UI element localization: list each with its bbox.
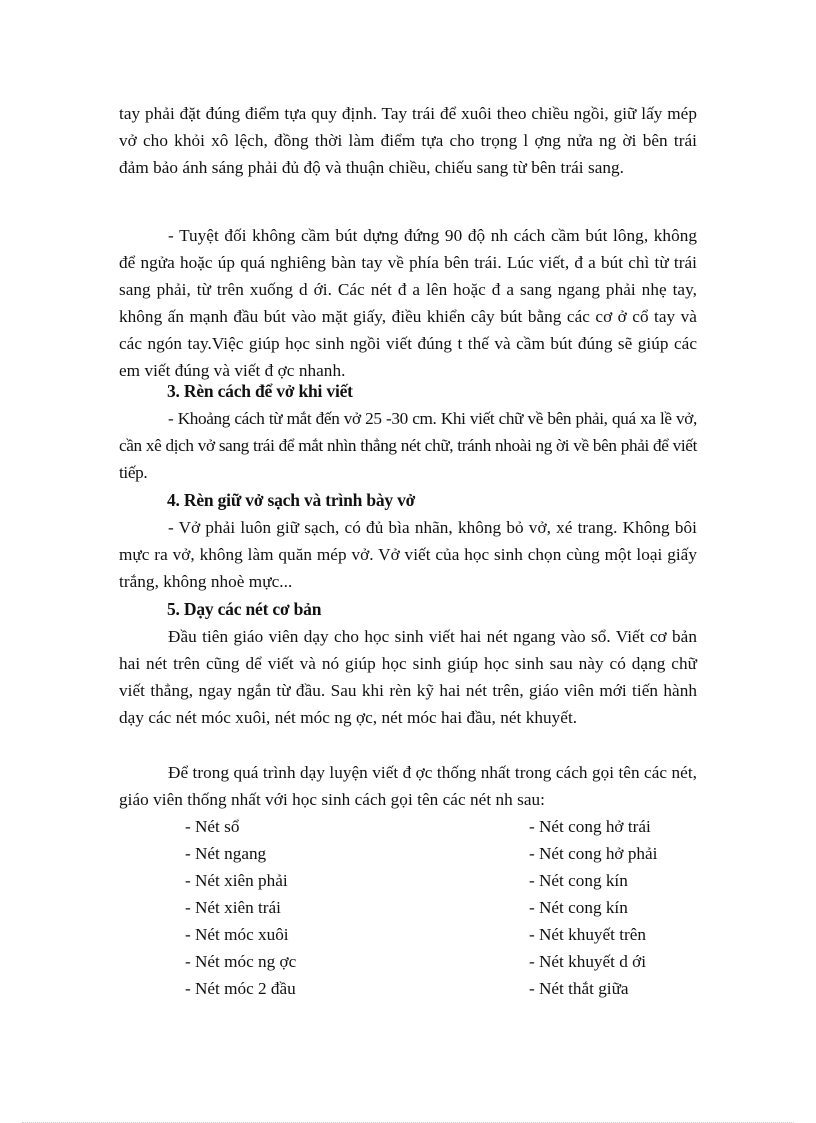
stroke-list-left	[185, 813, 296, 1002]
paragraph-teaching-strokes: Đầu tiên giáo viên dạy cho học sinh viết hai nét ngang vào sổ. Viết cơ bản hai nét trên cũng dể viết và nó giúp học sinh giúp học sinh sau này có dạng chữ viết thẳng, ngay ngắn từ đầu. Sau khi rèn kỹ hai nét trên, giáo viên mới tiến hành dạy các nét móc xuôi, nét móc ng ợc, nét móc hai đầu, nét khuyết.	[119, 627, 697, 727]
list-item: - Nét khuyết d ới	[529, 952, 646, 971]
list-item: - Nét cong hở phải	[529, 844, 658, 863]
list-item: - Nét cong hở trái	[529, 817, 651, 836]
list-item: - Nét thắt giữa	[529, 979, 629, 998]
paragraph-posture: tay phải đặt đúng điểm tựa quy định. Tay trái để xuôi theo chiều ngồi, giữ lấy mép vở cho khỏi xô lệch, đồng thời làm điểm tựa cho trọng l ợng nửa ng ời bên trái đảm bảo ánh sáng phải đủ độ và thuận chiều, chiếu sang từ bên trái sang.	[119, 104, 697, 177]
list-item: - Nét cong kín	[529, 871, 628, 890]
heading-clean-notebook: 4. Rèn giữ vở sạch và trình bày vở	[167, 490, 416, 510]
paragraph-pen-holding: - Tuyệt đối không cầm bút dựng đứng 90 độ nh cách cầm bút lông, không để ngửa hoặc úp quá nghiêng bàn tay về phía bên trái. Lúc viết, đ a bút chì từ trái sang phải, từ trên xuống d ới. Các nét đ a lên hoặc đ a sang ngang phải nhẹ tay, không ấn mạnh đầu bút vào mặt giấy, điều khiển cây bút bằng các cơ ở cổ tay và các ngón tay.Việc giúp học sinh ngồi viết đúng t thế và cầm bút đúng sẽ giúp các em viết đúng và viết đ ợc nhanh.	[119, 226, 697, 380]
paragraph-notebook-distance: - Khoảng cách từ mắt đến vở 25 -30 cm. Khi viết chữ về bên phải, quá xa lề vở, cần xê dịch vở sang trái để mắt nhìn thẳng nét chữ, tránh nhoài ng ời về bên phải để viết tiếp.	[119, 409, 697, 482]
list-item: - Nét ngang	[185, 844, 267, 863]
list-item: - Nét sổ	[185, 817, 240, 836]
list-item: - Nét móc xuôi	[185, 925, 289, 944]
list-item: - Nét xiên phải	[185, 871, 288, 890]
list-item: - Nét móc 2 đầu	[185, 979, 296, 998]
list-item: - Nét xiên trái	[185, 898, 281, 917]
heading-basic-strokes: 5. Dạy các nét cơ bản	[167, 599, 322, 619]
list-item: - Nét cong kín	[529, 898, 628, 917]
stroke-list-right	[529, 813, 657, 1002]
heading-notebook-position: 3. Rèn cách để vở khi viết	[167, 381, 353, 401]
paragraph-clean-notebook: - Vở phải luôn giữ sạch, có đủ bìa nhãn, không bỏ vở, xé trang. Không bôi mực ra vở, không làm quăn mép vở. Vở viết của học sinh chọn cùng một loại giấy trắng, không nhoè mực...	[119, 518, 697, 591]
paragraph-stroke-naming: Để trong quá trình dạy luyện viết đ ợc thống nhất trong cách gọi tên các nét, giáo viên thống nhất với học sinh cách gọi tên các nét nh sau:	[119, 763, 697, 809]
list-item: - Nét móc ng ợc	[185, 952, 297, 971]
list-item: - Nét khuyết trên	[529, 925, 646, 944]
